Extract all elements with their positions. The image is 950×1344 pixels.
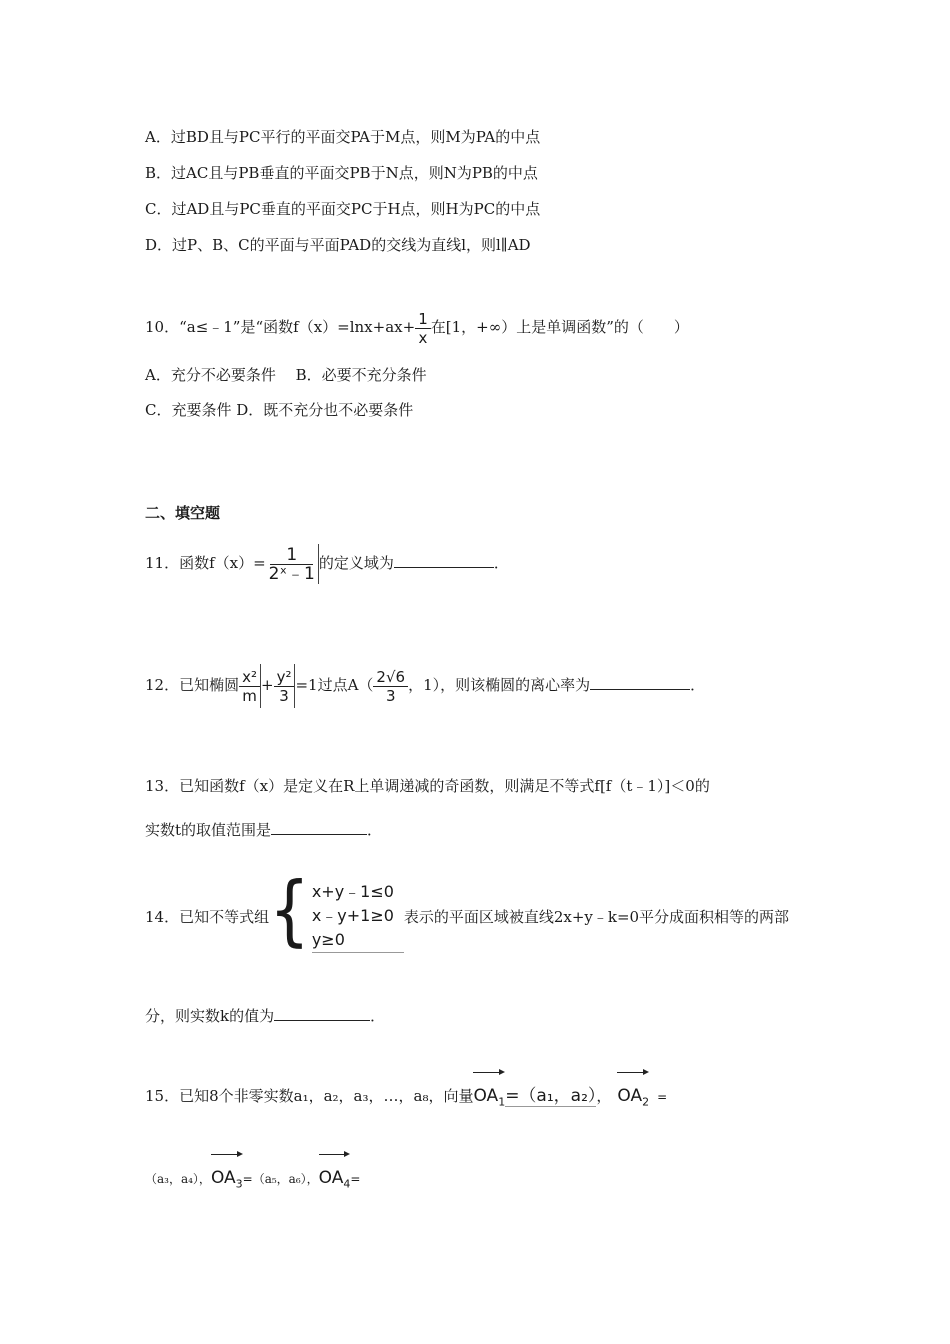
- q15-v4-sub: 4: [343, 1177, 351, 1191]
- q11-end: ．: [493, 554, 509, 572]
- q12-f1-den: m: [242, 686, 257, 705]
- left-brace-icon: {: [269, 866, 310, 956]
- q13-line-2: [145, 818, 382, 840]
- q14-stem: [145, 866, 790, 956]
- q13-end: ．: [367, 821, 383, 839]
- q11-suffix: 的定义域为: [318, 554, 394, 572]
- q10-frac-num: 1: [415, 310, 431, 329]
- q14-rows: [312, 880, 404, 953]
- q15-v1-sub: 1: [498, 1095, 506, 1109]
- q14-prefix: 14．已知不等式组: [145, 907, 270, 926]
- q12-f3-den: 3: [385, 686, 396, 705]
- q14-end: ．: [370, 1007, 386, 1025]
- q15-stem: [145, 1070, 667, 1122]
- q15-comma: ，: [596, 1087, 612, 1105]
- q15-prefix: 15．已知8个非零实数a₁，a₂，a₃，…，a₈，向量: [145, 1087, 474, 1105]
- q12-answer-blank[interactable]: [590, 673, 690, 690]
- q9-option-a: A．过BD且与PC平行的平面交PA于M点，则M为PA的中点: [145, 128, 541, 146]
- q14-inequality-system: [269, 866, 404, 956]
- section-heading: 二、填空题: [145, 504, 221, 522]
- q15-v2-sub: 2: [642, 1095, 650, 1109]
- q10-fraction: [415, 310, 431, 347]
- q12-fraction-x: [239, 668, 260, 705]
- q12-f2-den: 3: [279, 686, 289, 705]
- q14-row-3: y≥0: [311, 930, 345, 949]
- q15-vector-oa1: [473, 1070, 505, 1122]
- q15-v3-label: OA: [210, 1168, 236, 1188]
- q15-vector-oa3: [211, 1152, 243, 1204]
- q14-line2-prefix: 分，则实数k的值为: [145, 1007, 275, 1025]
- q15-v1-label: OA: [473, 1086, 499, 1106]
- q14-line-2: [145, 1004, 385, 1026]
- q12-f1-num: x²: [239, 668, 260, 687]
- q15-line-2: [145, 1152, 360, 1204]
- q12-fraction-y: [274, 668, 295, 705]
- q14-answer-blank[interactable]: [274, 1004, 370, 1021]
- q11-frac-num: 1: [270, 546, 313, 565]
- q15-vector-oa4: [319, 1152, 351, 1204]
- q14-row-2: x﹣y+1≥0: [311, 906, 394, 925]
- q10-options-ab: A．充分不必要条件 B．必要不充分条件: [145, 366, 427, 384]
- q13-prefix: 实数t的取值范围是: [145, 821, 272, 839]
- q15-v3-sub: 3: [235, 1177, 243, 1191]
- q15-v3-value: =（a₅，a₆），: [242, 1172, 319, 1186]
- q15-v1-value: =（a₁，a₂）: [505, 1086, 597, 1106]
- q10-options-cd: C．充要条件 D．既不充分也不必要条件: [145, 401, 414, 419]
- q14-row-1: x+y﹣1≤0: [311, 882, 394, 901]
- q12-plus: +: [260, 676, 274, 694]
- q10-stem: [145, 304, 689, 350]
- q10-suffix: 在[1，+∞）上是单调函数”的（ ）: [430, 318, 689, 336]
- q13-line-1: 13．已知函数f（x）是定义在R上单调递减的奇函数，则满足不等式f[f（t﹣1）]＜0的: [145, 777, 710, 795]
- q14-suffix: 表示的平面区域被直线2x+y﹣k=0平分成面积相等的两部: [403, 907, 790, 926]
- q11-prefix: 11．函数f（x）=: [145, 554, 266, 572]
- q12-end: ．: [690, 676, 706, 694]
- q9-option-d: D．过P、B、C的平面与平面PAD的交线为直线l，则l∥AD: [145, 236, 531, 254]
- q11-frac-den: 2ˣ﹣1: [268, 563, 315, 584]
- q12-f2-num: y²: [274, 668, 295, 687]
- q11-answer-blank[interactable]: [394, 551, 494, 568]
- q12-prefix: 12．已知椭圆: [145, 676, 240, 694]
- q15-v4-value: =: [350, 1172, 361, 1186]
- q12-fraction-point: [373, 668, 408, 705]
- q15-v2-label: OA: [617, 1086, 643, 1106]
- q10-frac-den: x: [418, 328, 428, 347]
- q12-mid: =1过点A（: [295, 676, 374, 694]
- q15-v4-label: OA: [318, 1168, 344, 1188]
- q10-prefix: 10．“a≤﹣1”是“函数f（x）=lnx+ax+: [145, 318, 416, 336]
- q11-stem: [145, 538, 509, 588]
- q15-vector-oa2: [617, 1070, 649, 1122]
- q11-fraction: [266, 546, 318, 583]
- q12-suffix: ，1），则该椭圆的离心率为: [408, 676, 591, 694]
- q9-option-c: C．过AD且与PC垂直的平面交PC于H点，则H为PC的中点: [145, 200, 541, 218]
- q15-equals: =: [657, 1090, 668, 1104]
- q9-option-b: B．过AC且与PB垂直的平面交PB于N点，则N为PB的中点: [145, 164, 538, 182]
- q13-answer-blank[interactable]: [271, 818, 367, 835]
- q12-stem: [145, 655, 705, 715]
- q12-f3-num: 2√6: [373, 668, 408, 687]
- q15-line2-start: （a₃，a₄），: [145, 1172, 211, 1186]
